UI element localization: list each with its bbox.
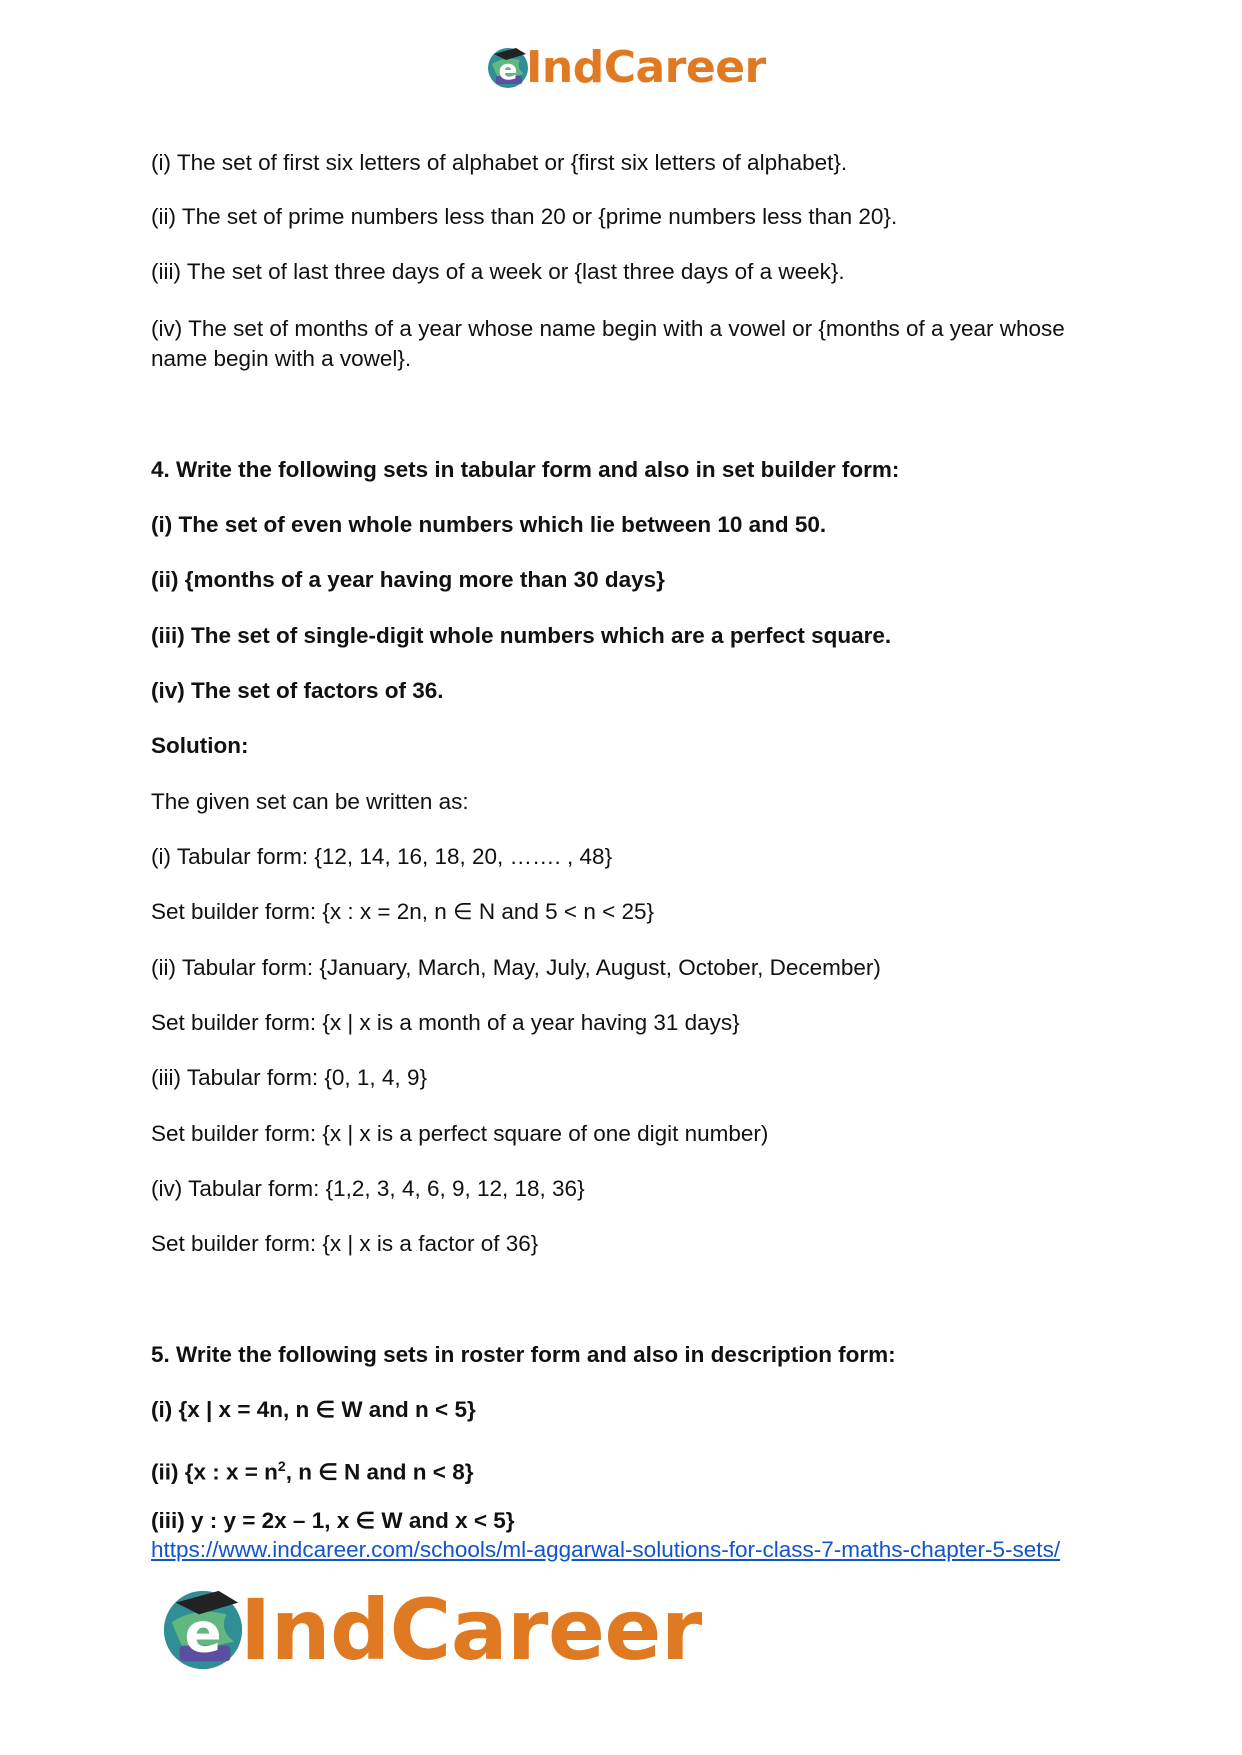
answer-line: (i) The set of first six letters of alphabet or {first six letters of alphabet}. [151,150,848,175]
answer-line: (ii) Tabular form: {January, March, May, July, August, October, December) [151,955,881,980]
answer-line: (iv) The set of months of a year whose name begin with a vowel or {months of a year whose name begin with a vowel}. [151,316,1065,371]
question-5-heading: 5. Write the following sets in roster form and also in description form: [151,1342,896,1367]
question-item: (ii) {x : $x = n^2$, n ∈ N and n < 8} [151,1458,474,1485]
header-logo [486,40,766,96]
question-4-heading: 4. Write the following sets in tabular form and also in set builder form: [151,457,900,482]
answer-line: Set builder form: {x | x is a factor of 36} [151,1231,539,1256]
answer-line: (i) Tabular form: {12, 14, 16, 18, 20, ……. , 48} [151,844,613,869]
answer-line: Set builder form: {x | x is a perfect square of one digit number) [151,1121,769,1146]
brand-name: IndCareer [240,1581,702,1679]
answer-line: (ii) The set of prime numbers less than 20 or {prime numbers less than 20}. [151,204,898,229]
solution-intro: The given set can be written as: [151,789,469,814]
question-item: (i) {x | x = 4n, n ∈ W and n < 5} [151,1397,476,1422]
globe-logo-icon [160,1587,246,1673]
brand-name: IndCareer [526,42,766,93]
question-item: (iii) The set of single-digit whole numbers which are a perfect square. [151,623,892,648]
logo-initial: e [498,53,518,86]
answer-line: Set builder form: {x | x is a month of a year having 31 days} [151,1010,740,1035]
footer-logo [160,1581,702,1679]
answer-line: (iv) Tabular form: {1,2, 3, 4, 6, 9, 12, 18, 36} [151,1176,585,1201]
source-link[interactable]: https://www.indcareer.com/schools/ml-aggarwal-solutions-for-class-7-maths-chapter-5-sets/ [151,1537,1061,1562]
question-item: (ii) {months of a year having more than 30 days} [151,567,665,592]
question-item: (iv) The set of factors of 36. [151,678,444,703]
question-item: (i) The set of even whole numbers which lie between 10 and 50. [151,512,827,537]
logo-initial: e [184,1600,222,1665]
question-item: (iii) y : y = 2x – 1, x ∈ W and x < 5} [151,1508,515,1533]
solution-label: Solution: [151,733,249,758]
answer-line: Set builder form: {x : x = 2n, n ∈ N and 5 < n < 25} [151,899,655,924]
answer-line: (iii) Tabular form: {0, 1, 4, 9} [151,1065,427,1090]
answer-line: (iii) The set of last three days of a week or {last three days of a week}. [151,259,845,284]
globe-logo-icon [486,46,530,90]
